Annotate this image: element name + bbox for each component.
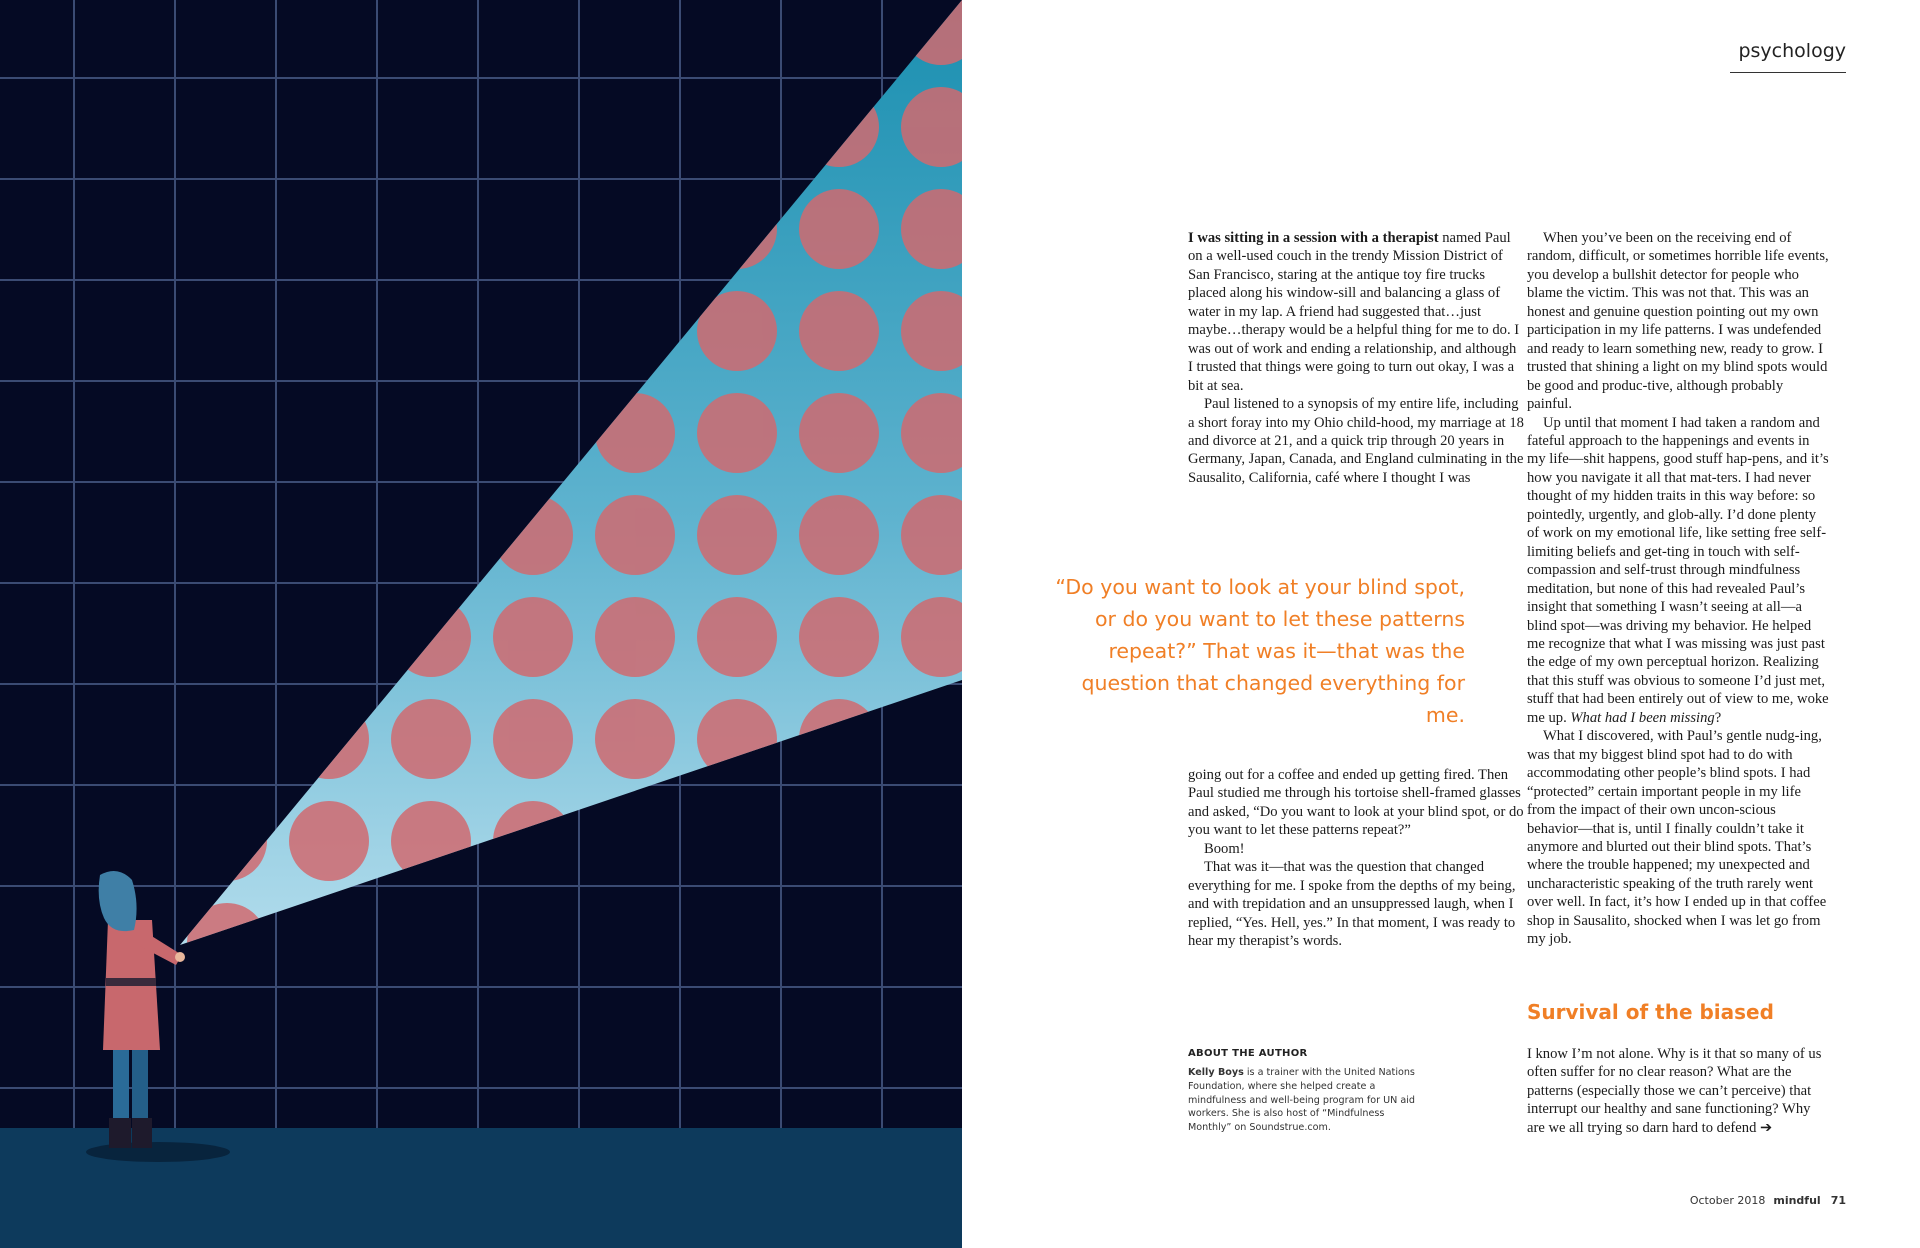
beam-dot xyxy=(493,597,573,677)
beam-dot xyxy=(799,495,879,575)
issue-date: October 2018 xyxy=(1689,1194,1766,1207)
beam-dot xyxy=(595,495,675,575)
article-column-1-bottom xyxy=(1188,766,1524,951)
author-name: Kelly Boys xyxy=(1188,1067,1244,1078)
article-column-1-top xyxy=(1188,229,1524,487)
beam-dot xyxy=(697,597,777,677)
beam-dot xyxy=(799,189,879,269)
subheading: Survival of the biased xyxy=(1527,1000,1774,1024)
paragraph: Boom! xyxy=(1204,840,1245,857)
italic-question: What had I been missing xyxy=(1570,709,1715,726)
magazine-name: mindful xyxy=(1773,1194,1821,1207)
paragraph xyxy=(1527,414,1830,728)
paragraph-text: Up until that moment I had taken a random and fateful approach to the happenings and events in my life—shit happens, good stuff hap-pens, and it’s how you navigate it all that mat-ters. I had never thought of my hidden traits in this way before: so pointedly, urgently, and glob-ally. I’d done plenty of work on my emotional life, like setting free self-limiting beliefs and get-ting in touch with self-compassion and self-trust through mindfulness meditation, but none of this had revealed Paul’s insight that something I wasn’t seeing at all—a blind spot—was driving my behavior. He helped me recognize that what I was missing was just past the edge of my own perceptual horizon. Realizing that this stuff was obvious to someone I’d just met, stuff that had been entirely out of view to me, woke me up. xyxy=(1527,414,1829,726)
beam-dot xyxy=(391,699,471,779)
page-number: 71 xyxy=(1830,1194,1846,1207)
beam-dot xyxy=(697,393,777,473)
lead-in: I was sitting in a session with a therapist xyxy=(1188,230,1439,246)
article-column-2-bottom xyxy=(1527,1045,1830,1137)
beam-dot xyxy=(799,393,879,473)
section-label: psychology xyxy=(1730,40,1846,73)
page-footer xyxy=(1690,1194,1846,1207)
paragraph: I know I’m not alone. Why is it that so many of us often suffer for no clear reason? What are the patterns (especially those we can’t perceive) that interrupt our healthy and sane functioning? Why are we all trying so darn hard to defend ➔ xyxy=(1527,1046,1822,1136)
paragraph: That was it—that was the question that changed everything for me. I spoke from the depths of my being, and with trepidation and an unsuppressed laugh, when I replied, “Yes. Hell, yes.” In that moment, I was ready to hear my therapist’s words. xyxy=(1188,859,1516,950)
woman-shadow xyxy=(86,1142,230,1162)
beam-dot xyxy=(493,699,573,779)
paragraph: What I discovered, with Paul’s gentle nudg-ing, was that my biggest blind spot had to do with accommodating other people’s blind spots. I had “protected” certain important people in my life from the impact of their own uncon-scious behavior—that is, until I finally couldn’t take it anymore and blurted out their blind spots. That’s where the trouble happened; my unexpected and uncharacteristic speaking of the truth rarely went over well. In fact, it’s how I ended up in that coffee shop in Sausalito, shocked when I was let go from my job. xyxy=(1527,728,1827,948)
beam-dot xyxy=(289,801,369,881)
about-author-bio xyxy=(1188,1066,1420,1135)
paragraph xyxy=(1188,229,1524,395)
about-author-heading: ABOUT THE AUTHOR xyxy=(1188,1048,1308,1059)
paragraph: When you’ve been on the receiving end of random, difficult, or sometimes horrible life events, you develop a bullshit detector for people who blame the victim. This was not that. This was an honest and genuine question pointing out my own participation in my life patterns. I was undefended and ready to learn something new, ready to grow. I trusted that shining a light on my blind spots would be good and produc-tive, although probably painful. xyxy=(1527,230,1829,413)
beam-dot xyxy=(595,699,675,779)
beam-dot xyxy=(697,495,777,575)
pull-quote: “Do you want to look at your blind spot, or do you want to let these patterns repeat?” That was it—that was the question that changed everything for me. xyxy=(1055,575,1465,727)
paragraph-text: named Paul on a well-used couch in the trendy Mission District of San Francisco, staring at the antique toy fire trucks placed along his window-sill and balancing a glass of water in my lap. A friend had suggested that…just maybe…therapy would be a helpful thing for me to do. I was out of work and ending a relationship, and although I trusted that things were going to turn out okay, I was a bit at sea. xyxy=(1188,230,1520,394)
article-column-2 xyxy=(1527,229,1830,949)
beam-dot xyxy=(799,597,879,677)
paragraph: going out for a coffee and ended up getting fired. Then Paul studied me through his tortoise shell-framed glasses and asked, “Do you want to look at your blind spot, or do you want to let these patterns repeat?” xyxy=(1188,767,1524,839)
paragraph: Paul listened to a synopsis of my entire life, including a short foray into my Ohio child-hood, my marriage at 18 and divorce at 21, and a quick trip through 20 years in Germany, Japan, Canada, and England culminating in the Sausalito, California, café where I thought I was xyxy=(1188,396,1524,486)
question-mark: ? xyxy=(1714,709,1722,726)
author-bio-text: is a trainer with the United Nations Foundation, where she helped create a mindfulness and well-being program for UN aid workers. She is also host of “Mindfulness Monthly” on Soundstrue.com. xyxy=(1188,1067,1415,1134)
beam-dot xyxy=(595,597,675,677)
beam-dot xyxy=(799,291,879,371)
